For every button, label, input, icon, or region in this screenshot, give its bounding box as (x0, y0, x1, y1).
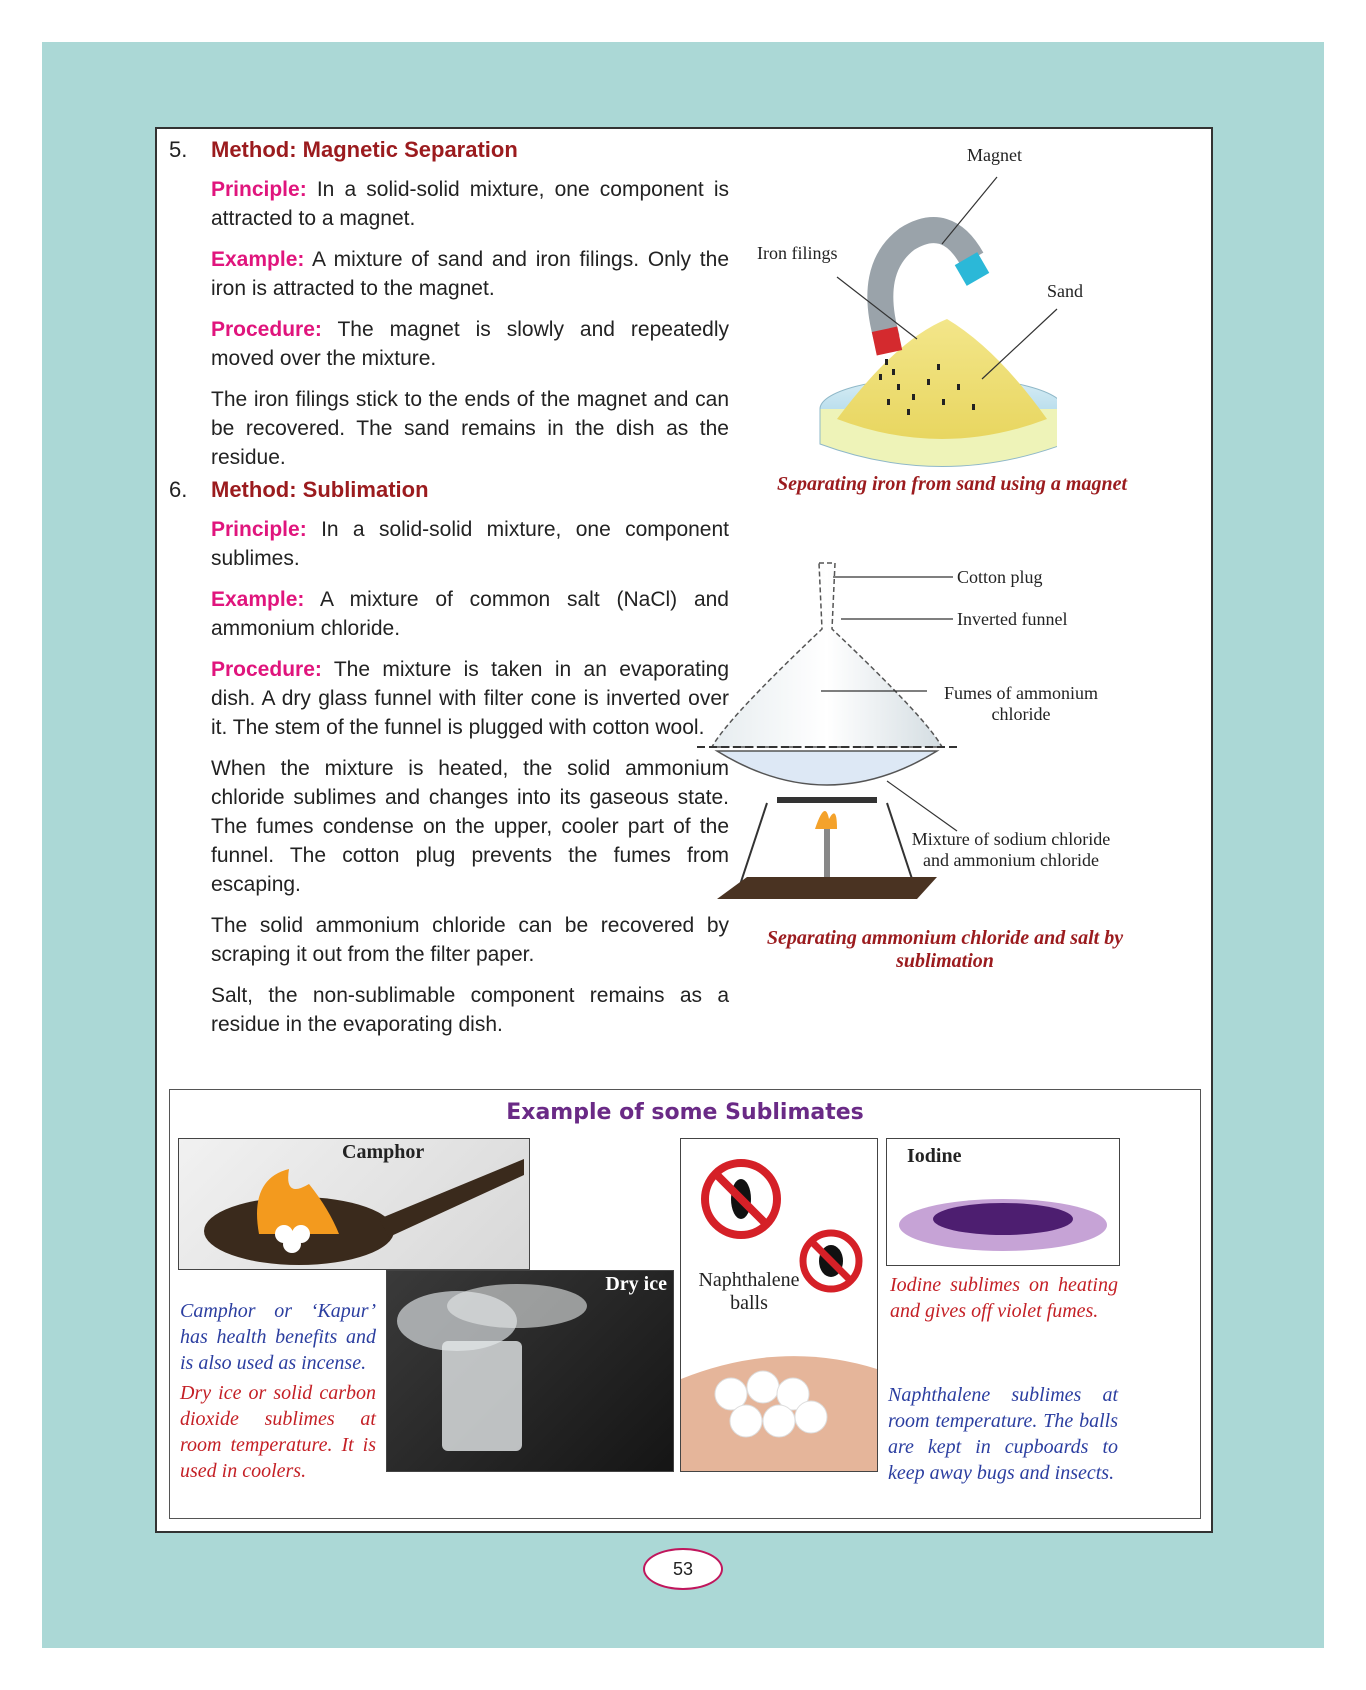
mixture-label: Mixture of sodium chloride and ammonium chloride (911, 829, 1111, 870)
naphthalene-photo (680, 1138, 878, 1472)
fumes-label: Fumes of ammonium chloride (944, 683, 1098, 724)
page-number: 53 (643, 1548, 723, 1590)
section-title: 5. Method: Magnetic Separation (169, 137, 518, 162)
principle-paragraph: Principle: In a solid-solid mixture, one component is attracted to a magnet. (211, 178, 729, 230)
recovery-paragraph: The solid ammonium chloride can be recovered by scraping it out from the filter paper. (211, 914, 729, 966)
sublimates-box (169, 1089, 1201, 1519)
naphthalene-label: Naphthalene balls (698, 1269, 800, 1314)
dry-ice-description: Dry ice or solid carbon dioxide sublimes at room temperature. It is used in coolers. (180, 1382, 376, 1482)
magnet-leader-lines (757, 159, 1107, 409)
inverted-funnel-label: Inverted funnel (957, 609, 1068, 629)
iron-filings-label: Iron filings (757, 243, 838, 263)
sublimation-leader-lines (817, 559, 967, 859)
section-title: 6. Method: Sublimation (169, 477, 429, 502)
procedure-paragraph: Procedure: The mixture is taken in an evaporating dish. A dry glass funnel with filter cone is inverted over it. The stem of the funnel is plugged with cotton wool. (211, 658, 729, 739)
section-magnetic-separation (169, 137, 729, 484)
box-title: Example of some Sublimates (506, 1100, 864, 1125)
example-paragraph: Example: A mixture of sand and iron filings. Only the iron is attracted to the magnet. (211, 248, 729, 300)
result-paragraph: The iron filings stick to the ends of the magnet and can be recovered. The sand remains in the dish as the residue. (211, 388, 729, 469)
magnet-caption: Separating iron from sand using a magnet (776, 473, 1128, 495)
camphor-photo (178, 1138, 530, 1270)
procedure-paragraph: Procedure: The magnet is slowly and repeatedly moved over the mixture. (211, 318, 729, 370)
textbook-page (155, 127, 1213, 1533)
cotton-plug-label: Cotton plug (957, 567, 1043, 587)
principle-paragraph: Principle: In a solid-solid mixture, one component sublimes. (211, 518, 729, 570)
dry-ice-label: Dry ice (605, 1273, 667, 1295)
camphor-description: Camphor or ‘Kapur’ has health benefits and is also used as incense. (180, 1300, 376, 1374)
sublimation-caption: Separating ammonium chloride and salt by sublimation (766, 927, 1124, 972)
section-sublimation (169, 477, 729, 1051)
magnet-label: Magnet (967, 145, 1022, 165)
dry-ice-photo (386, 1270, 674, 1472)
heating-paragraph: When the mixture is heated, the solid ammonium chloride sublimes and changes into its gaseous state. The fumes condense on the upper, cooler part of the funnel. The cotton plug prevents the fumes from escaping. (211, 757, 729, 896)
iodine-label: Iodine (907, 1145, 962, 1167)
naphthalene-description: Naphthalene sublimes at room temperature. The balls are kept in cupboards to keep away bugs and insects. (888, 1384, 1118, 1484)
camphor-label: Camphor (342, 1141, 425, 1163)
iodine-photo (886, 1138, 1120, 1266)
sand-label: Sand (1047, 281, 1083, 301)
residue-paragraph: Salt, the non-sublimable component remains as a residue in the evaporating dish. (211, 984, 729, 1036)
iodine-description: Iodine sublimes on heating and gives off violet fumes. (890, 1274, 1118, 1322)
dry-ice-image (387, 1271, 673, 1471)
example-paragraph: Example: A mixture of common salt (NaCl) and ammonium chloride. (211, 588, 729, 640)
